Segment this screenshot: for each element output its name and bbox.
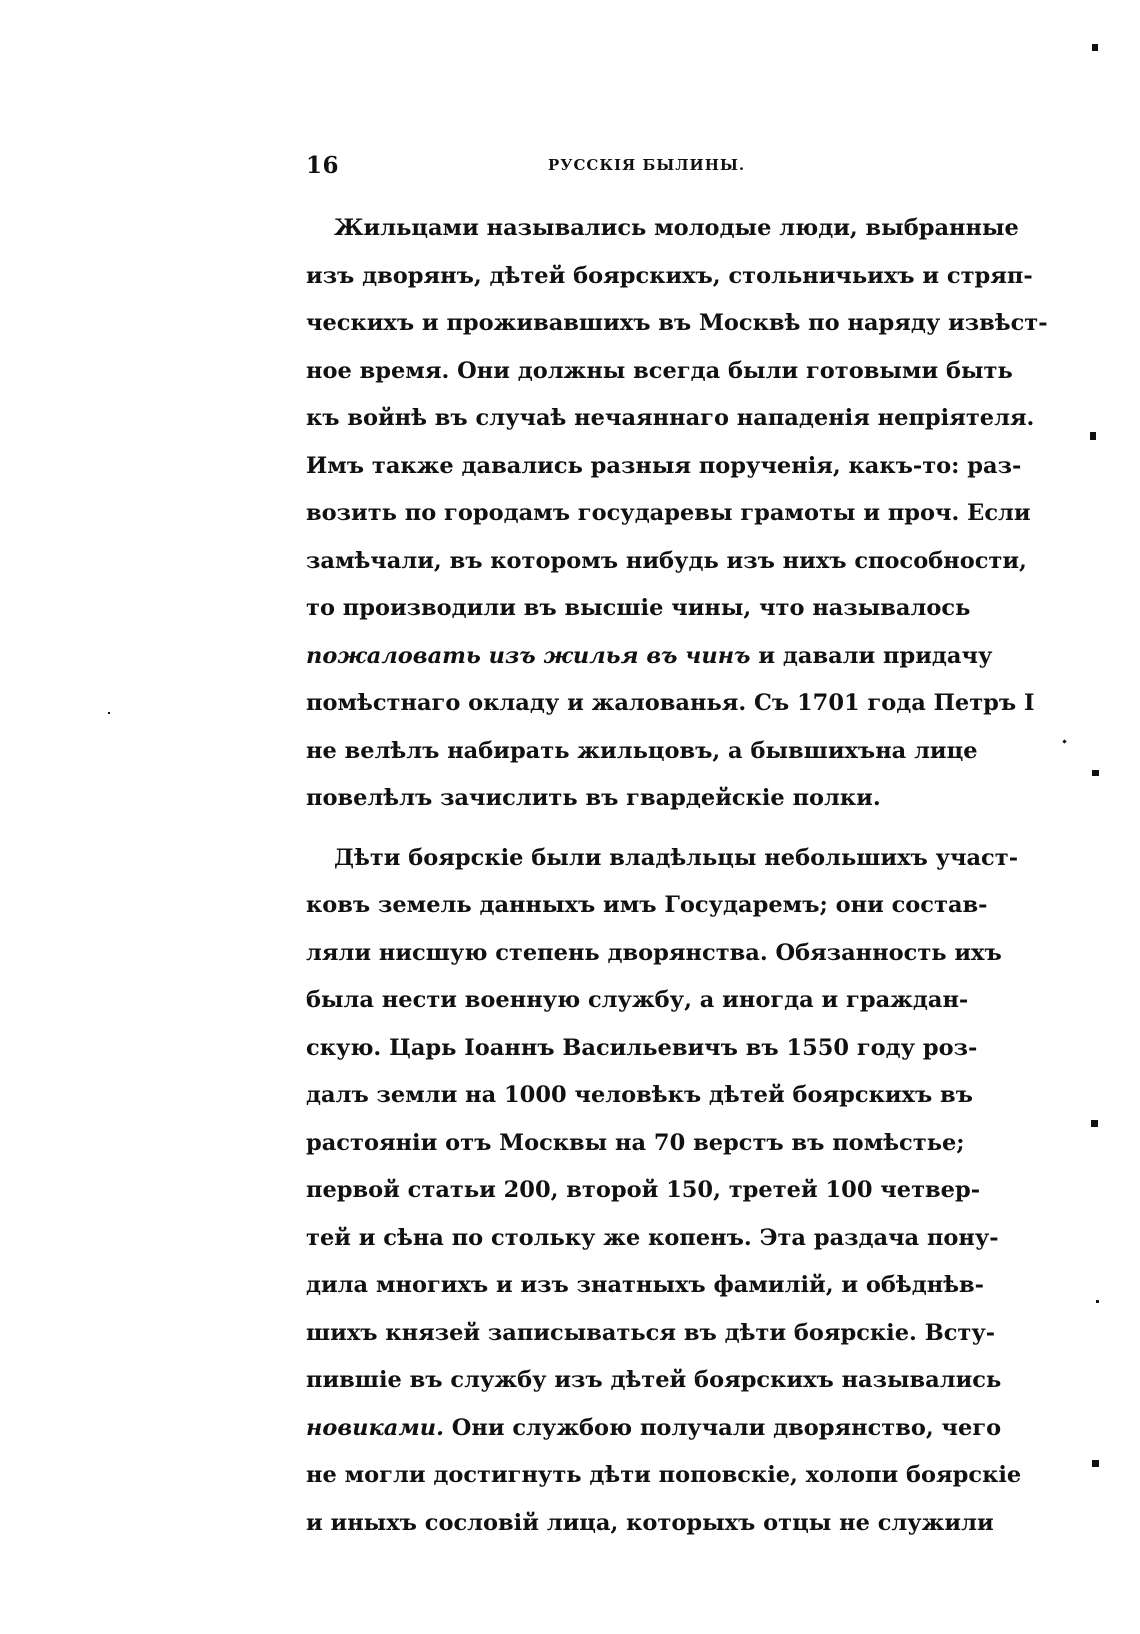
page-number: 16 bbox=[306, 152, 340, 179]
text-line: дила многихъ и изъ знатныхъ фамилій, и обѣднѣв- bbox=[306, 1272, 984, 1298]
text-line: пожаловать изъ жилья въ чинъ и давали придачу bbox=[306, 642, 993, 669]
text-line: далъ земли на 1000 человѣкъ дѣтей боярскихъ въ bbox=[306, 1082, 973, 1108]
scan-speck bbox=[1092, 1460, 1099, 1467]
paragraph-1 bbox=[306, 205, 1048, 823]
running-title: РУССКІЯ БЫЛИНЫ. bbox=[548, 156, 746, 174]
text-line: Имъ также давались разныя порученія, какъ-то: раз- bbox=[306, 452, 1022, 479]
text-line: изъ дворянъ, дѣтей боярскихъ, стольничьихъ и стряп- bbox=[306, 262, 1033, 289]
text-line: первой статьи 200, второй 150, третей 100 четвер- bbox=[306, 1177, 981, 1203]
text-line: помѣстнаго окладу и жалованья. Съ 1701 года Петръ I bbox=[306, 690, 1035, 716]
scan-speck bbox=[1096, 1300, 1099, 1303]
text-line: ляли нисшую степень дворянства. Обязанность ихъ bbox=[306, 939, 1002, 966]
text-line: шихъ князей записываться въ дѣти боярскіе. Всту- bbox=[306, 1319, 996, 1346]
text-line: возить по городамъ государевы грамоты и проч. Если bbox=[306, 500, 1031, 526]
text-line: и иныхъ сословій лица, которыхъ отцы не служили bbox=[306, 1509, 994, 1536]
text-line: растояніи отъ Москвы на 70 верстъ въ помѣстье; bbox=[306, 1129, 965, 1156]
scan-speck bbox=[1092, 44, 1098, 51]
italic-phrase: пожаловать изъ жилья въ чинъ bbox=[306, 642, 751, 669]
text-line: пившіе въ службу изъ дѣтей боярскихъ назывались bbox=[306, 1367, 1002, 1393]
text-line: ковъ земель данныхъ имъ Государемъ; они состав- bbox=[306, 892, 988, 918]
text-line: ческихъ и проживавшихъ въ Москвѣ по наряду извѣст- bbox=[306, 310, 1048, 336]
italic-phrase: новиками. bbox=[306, 1414, 444, 1441]
text-line: новиками. Они службою получали дворянство, чего bbox=[306, 1414, 1002, 1441]
scan-speck bbox=[1090, 432, 1096, 440]
text-line: не могли достигнуть дѣти поповскіе, холопи боярскіе bbox=[306, 1462, 1022, 1488]
text-line: то производили въ высшіе чины, что называлось bbox=[306, 595, 971, 621]
scan-speck bbox=[1091, 1120, 1098, 1127]
text-line: скую. Царь Іоаннъ Васильевичъ въ 1550 году роз- bbox=[306, 1034, 978, 1061]
text-line: Жильцами назывались молодые люди, выбранные bbox=[334, 215, 1019, 241]
text-line: ное время. Они должны всегда были готовыми быть bbox=[306, 357, 1013, 384]
text-line: была нести военную службу, а иногда и граждан- bbox=[306, 987, 969, 1013]
scan-speck bbox=[108, 712, 110, 714]
text-line: замѣчали, въ которомъ нибудь изъ нихъ способности, bbox=[306, 547, 1027, 574]
scan-speck bbox=[1092, 770, 1099, 776]
text-line: не велѣлъ набирать жильцовъ, а бывшихъна лице bbox=[306, 737, 978, 764]
body-text bbox=[306, 205, 1048, 1547]
scan-speck bbox=[1062, 739, 1066, 743]
page-header bbox=[306, 152, 954, 186]
paragraph-2 bbox=[306, 835, 1022, 1548]
text-line: Дѣти боярскіе были владѣльцы небольшихъ участ- bbox=[334, 844, 1019, 871]
text-line: тей и сѣна по стольку же копенъ. Эта раздача пону- bbox=[306, 1224, 999, 1251]
paragraph-gap bbox=[306, 823, 954, 835]
text-line: повелѣлъ зачислить въ гвардейскіе полки. bbox=[306, 785, 881, 811]
text-line: къ войнѣ въ случаѣ нечаяннаго нападенія непріятеля. bbox=[306, 405, 1035, 431]
